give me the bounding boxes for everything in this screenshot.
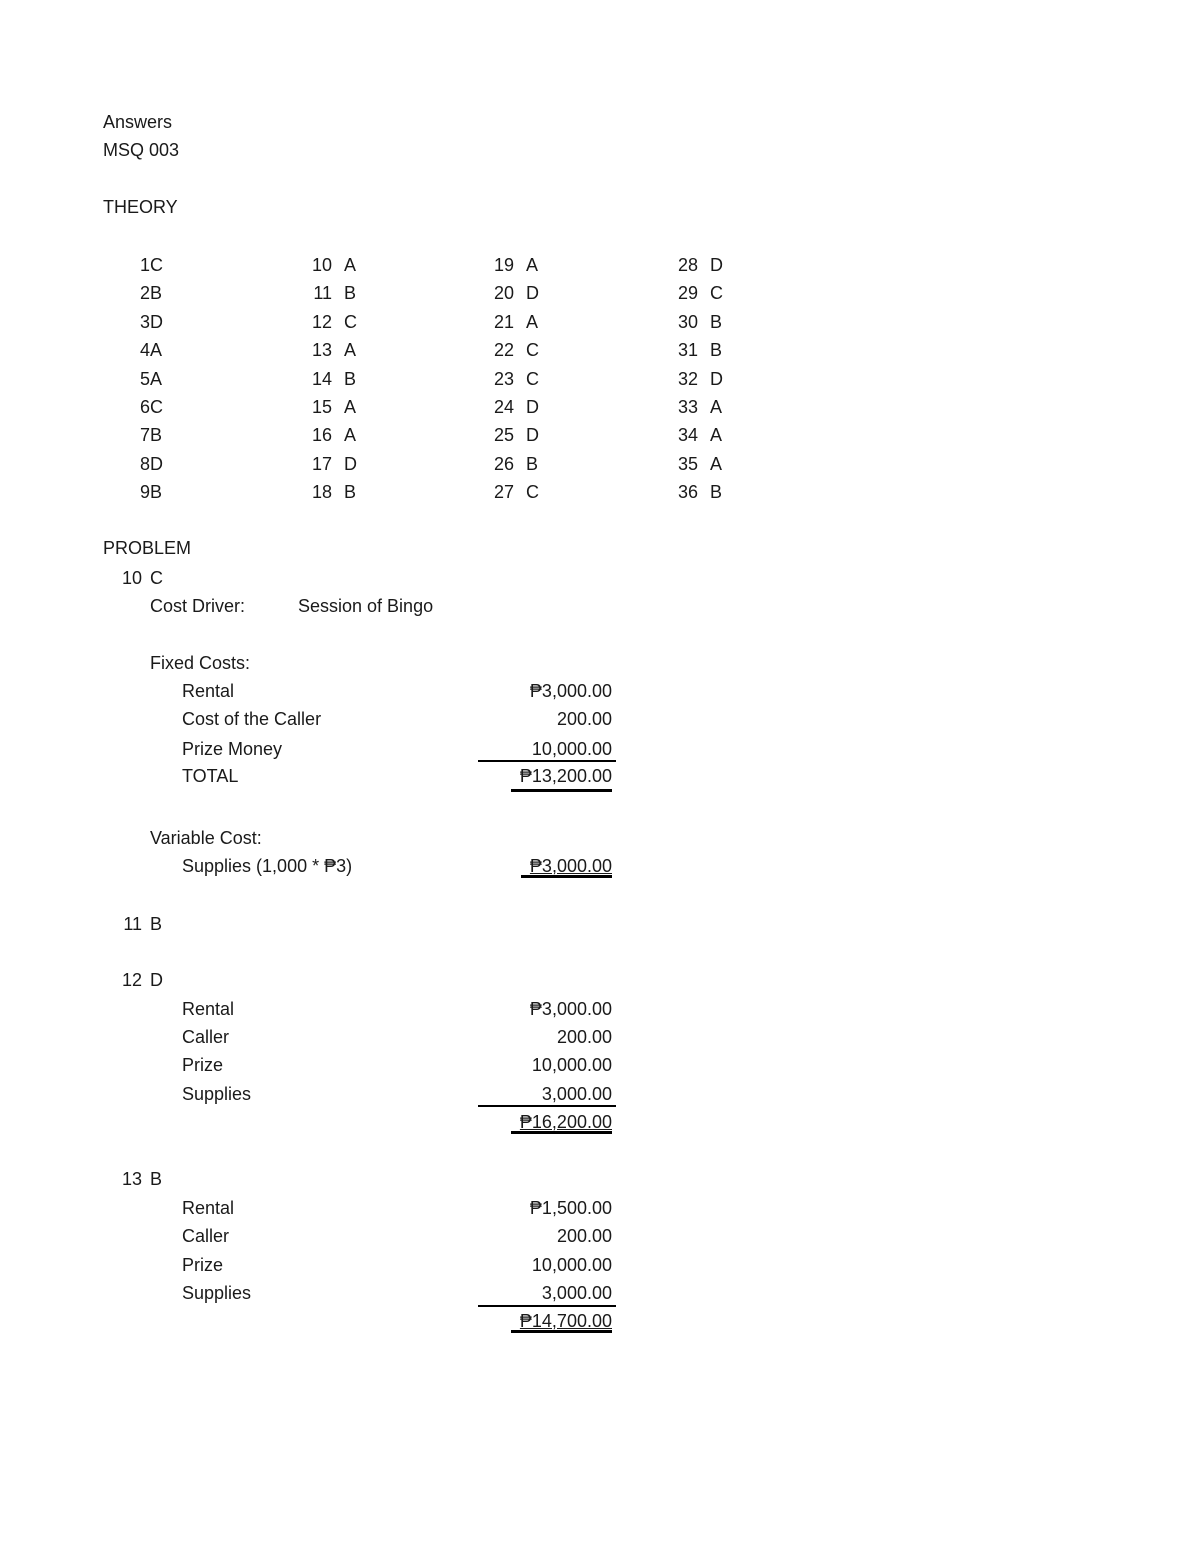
cost-item-label: Supplies [182,1084,252,1104]
theory-item-answer: D [150,312,163,332]
theory-item-answer: B [710,312,723,332]
theory-item-answer: B [150,482,163,502]
theory-item-answer: D [526,283,539,303]
theory-item-number: 13 [311,340,332,360]
cost-driver-value: Session of Bingo [298,596,434,616]
fixed-costs-label: Fixed Costs: [150,653,251,673]
theory-item-number: 5 [139,369,150,389]
fixed-item-label: Rental [182,681,235,701]
theory-item-answer: A [344,255,357,275]
theory-item-number: 32 [677,369,698,389]
sheet-title: Answers [103,112,173,132]
theory-item-number: 8 [139,454,150,474]
cost-item-amount: 200.00 [556,1226,612,1246]
theory-item-number: 20 [493,283,514,303]
theory-item-answer: A [710,397,723,417]
theory-item-answer: A [150,369,163,389]
theory-heading: THEORY [103,197,178,217]
theory-item-answer: A [150,340,163,360]
theory-item-number: 31 [677,340,698,360]
theory-item-answer: B [344,283,357,303]
theory-item-number: 7 [139,425,150,445]
fixed-item-label: Cost of the Caller [182,709,322,729]
theory-item-number: 19 [493,255,514,275]
theory-item-number: 25 [493,425,514,445]
subtotal-rule [478,760,616,762]
theory-item-number: 17 [311,454,332,474]
cost-item-label: Rental [182,1198,235,1218]
total-double-rule [511,1330,612,1333]
cost-item-amount: 10,000.00 [531,1255,612,1275]
theory-item-number: 33 [677,397,698,417]
theory-item-number: 12 [311,312,332,332]
fixed-item-amount: 10,000.00 [531,739,612,759]
subtotal-rule [478,1305,616,1307]
total-amount: ₱14,700.00 [519,1311,612,1331]
theory-item-answer: C [526,369,539,389]
theory-item-answer: C [526,340,539,360]
problem-12-number: 12 [121,970,142,990]
cost-item-label: Rental [182,999,235,1019]
theory-item-answer: A [526,255,539,275]
problem-13-number: 13 [121,1169,142,1189]
cost-item-amount: ₱1,500.00 [529,1198,612,1218]
variable-cost-label: Variable Cost: [150,828,262,848]
theory-item-number: 36 [677,482,698,502]
cost-item-label: Caller [182,1226,230,1246]
theory-item-answer: A [710,425,723,445]
theory-item-answer: B [710,340,723,360]
theory-item-answer: C [150,255,163,275]
theory-item-answer: D [710,369,723,389]
total-label: TOTAL [182,766,239,786]
theory-item-answer: A [710,454,723,474]
theory-item-number: 34 [677,425,698,445]
theory-item-answer: B [150,283,163,303]
problem-12-answer: D [150,970,163,990]
theory-item-answer: C [526,482,539,502]
theory-item-number: 9 [139,482,150,502]
problem-11-number: 11 [123,914,142,934]
theory-item-answer: C [150,397,163,417]
theory-item-number: 1 [139,255,150,275]
fixed-item-amount: ₱3,000.00 [529,681,612,701]
total-double-rule [511,1131,612,1134]
theory-item-answer: D [150,454,163,474]
theory-item-answer: D [526,397,539,417]
theory-item-number: 23 [493,369,514,389]
theory-item-number: 30 [677,312,698,332]
cost-item-amount: 200.00 [556,1027,612,1047]
cost-item-amount: 10,000.00 [531,1055,612,1075]
theory-item-answer: D [526,425,539,445]
cost-item-amount: 3,000.00 [541,1084,612,1104]
sheet-code: MSQ 003 [103,140,180,160]
variable-item-amount: ₱3,000.00 [529,856,612,876]
problem-11-answer: B [150,914,163,934]
cost-item-label: Supplies [182,1283,252,1303]
theory-item-answer: D [710,255,723,275]
total-amount: ₱16,200.00 [519,1112,612,1132]
theory-item-answer: B [710,482,723,502]
theory-item-number: 6 [139,397,150,417]
theory-item-answer: B [150,425,163,445]
theory-item-number: 15 [311,397,332,417]
theory-item-answer: C [344,312,357,332]
theory-item-answer: A [344,340,357,360]
theory-item-number: 14 [311,369,332,389]
theory-item-number: 27 [493,482,514,502]
subtotal-rule [478,1105,616,1107]
fixed-item-amount: 200.00 [556,709,612,729]
variable-double-rule [521,875,612,878]
theory-item-number: 28 [677,255,698,275]
problem-10-number: 10 [121,568,142,588]
cost-item-amount: ₱3,000.00 [529,999,612,1019]
theory-item-answer: A [344,425,357,445]
cost-item-amount: 3,000.00 [541,1283,612,1303]
theory-item-number: 10 [311,255,332,275]
theory-item-number: 16 [311,425,332,445]
fixed-item-label: Prize Money [182,739,283,759]
theory-item-answer: B [526,454,539,474]
theory-item-number: 18 [311,482,332,502]
theory-item-answer: D [344,454,357,474]
cost-driver-label: Cost Driver: [150,596,246,616]
theory-item-answer: C [710,283,723,303]
problem-heading: PROBLEM [103,538,192,558]
cost-item-label: Prize [182,1055,224,1075]
theory-item-number: 2 [139,283,150,303]
problem-10-answer: C [150,568,163,588]
theory-item-number: 3 [139,312,150,332]
theory-item-number: 11 [313,283,332,303]
theory-item-number: 26 [493,454,514,474]
theory-item-number: 21 [493,312,514,332]
total-double-rule [511,789,612,792]
theory-item-number: 24 [493,397,514,417]
theory-item-answer: A [344,397,357,417]
theory-item-number: 35 [677,454,698,474]
theory-item-number: 22 [493,340,514,360]
total-amount: ₱13,200.00 [519,766,612,786]
theory-item-number: 29 [677,283,698,303]
theory-item-answer: B [344,369,357,389]
theory-item-number: 4 [139,340,150,360]
cost-item-label: Prize [182,1255,224,1275]
theory-item-answer: B [344,482,357,502]
problem-13-answer: B [150,1169,163,1189]
theory-item-answer: A [526,312,539,332]
cost-item-label: Caller [182,1027,230,1047]
variable-item-label: Supplies (1,000 * ₱3) [182,856,353,876]
